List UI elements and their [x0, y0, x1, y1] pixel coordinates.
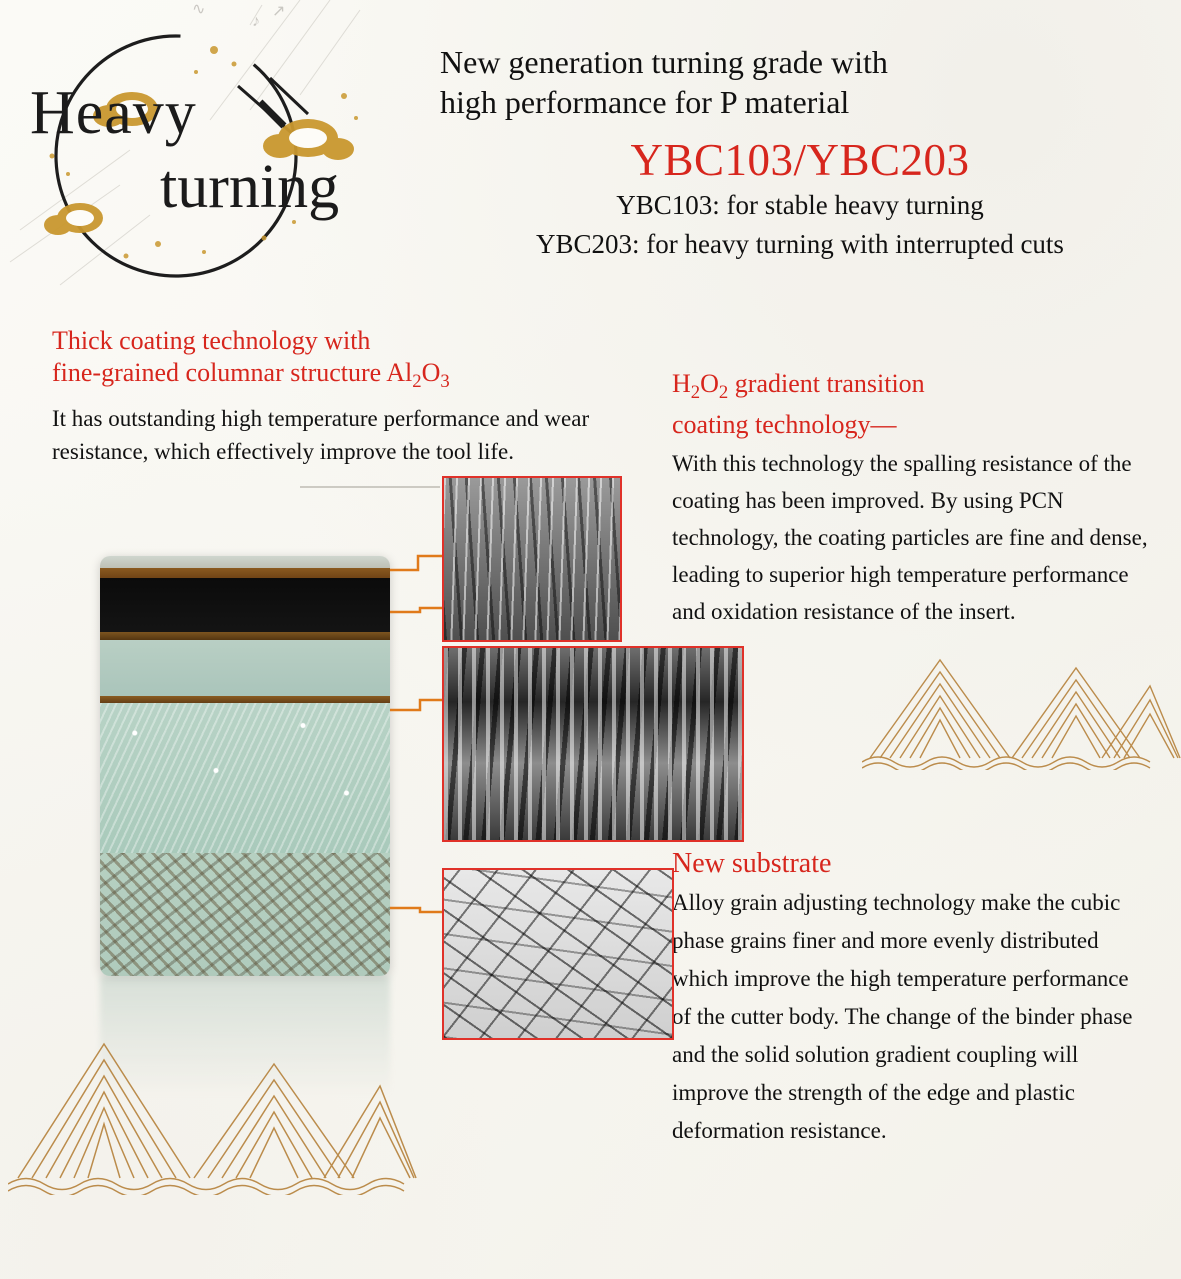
micrograph-reflection [100, 976, 390, 1096]
header-block [440, 42, 1160, 264]
tagline-line-1: New generation turning grade with [440, 44, 888, 80]
grade-note-2: YBC203: for heavy turning with interrupted cuts [536, 229, 1064, 259]
mountain-motif-left [8, 1020, 418, 1195]
sem-gradient-transition-layer [442, 646, 744, 842]
brush-logo [8, 6, 408, 296]
section-new-substrate [672, 848, 1150, 1150]
svg-text:∿: ∿ [192, 1, 206, 18]
mountain-motif-right [862, 640, 1181, 770]
logo-heavy-text: Heavy [30, 79, 197, 147]
coating-heading-line-1: Thick coating technology with [52, 326, 371, 355]
substrate-body: Alloy grain adjusting technology make the cubic phase grains finer and more evenly distributed which improve the high temperature performance of the cutter body. The change of the binder phase and the solid solution gradient coupling will improve the strength of the edge and plastic deformation resistance. [672, 890, 1133, 1143]
grade-title: YBC103/YBC203 [630, 135, 970, 185]
sem-columnar-alumina [442, 476, 622, 642]
logo-turning-text: turning [160, 153, 340, 221]
grade-note-1: YBC103: for stable heavy turning [616, 190, 984, 220]
coating-heading-line-2: fine-grained columnar structure $Al_2O_3$ [52, 358, 450, 393]
gradient-heading-line-1: $H_2O_2$ gradient transition [672, 369, 925, 404]
cross-section-micrograph [100, 556, 390, 976]
gradient-heading-line-2: coating technology— [672, 410, 897, 440]
sem-substrate-grains [442, 868, 674, 1040]
svg-text:↗: ↗ [272, 3, 286, 20]
tagline-line-2: high performance for P material [440, 84, 850, 120]
section-gradient-coating [672, 368, 1150, 630]
coating-body: It has outstanding high temperature performance and wear resistance, which effectively improve the tool life. [52, 406, 590, 465]
section-thick-coating [52, 325, 642, 468]
svg-text:♪: ♪ [252, 13, 260, 30]
substrate-heading: New substrate [672, 848, 832, 879]
gradient-body: With this technology the spalling resistance of the coating has been improved. By using PCN technology, the coating particles are fine and dense, leading to superior high temperature performance and oxidation resistance of the insert. [672, 451, 1148, 625]
